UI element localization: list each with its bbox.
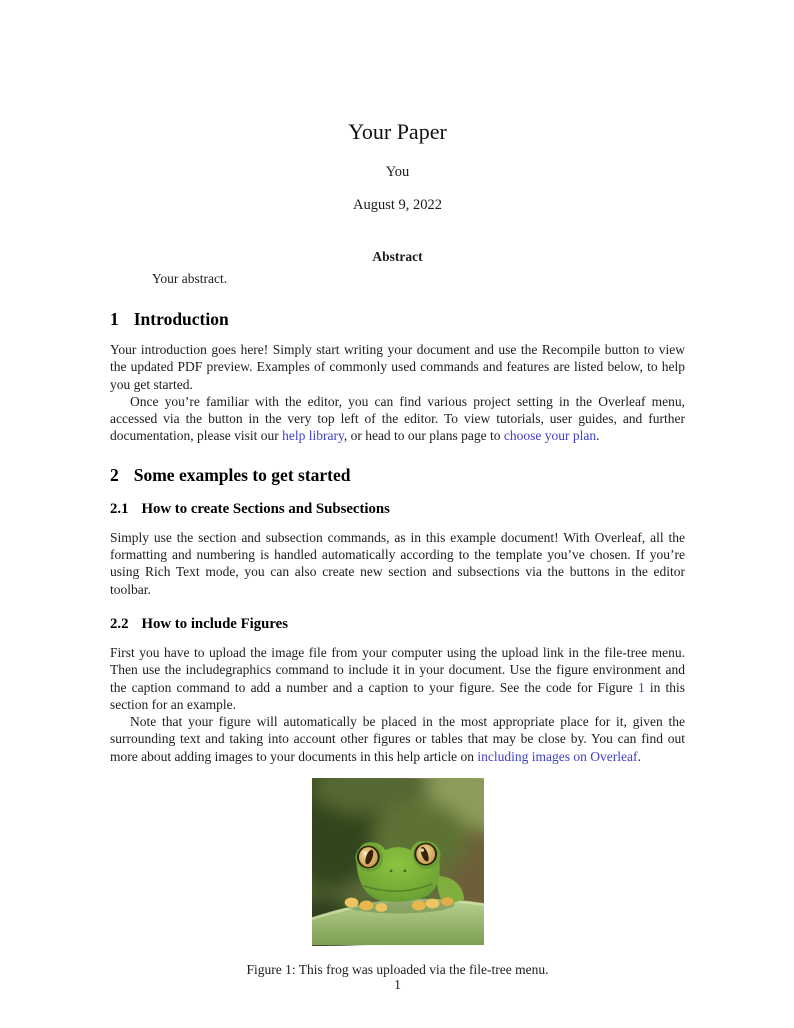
- subsection-2-2-number: 2.2: [110, 615, 129, 632]
- subsection-2-1-paragraph: Simply use the section and subsection commands, as in this example document! With Overleaf, all the formatting and numbering is handled automatically according to the template you’ve chosen. If you’re using Rich Text mode, you can also create new section and subsections via the buttons in the editor toolbar.: [110, 529, 685, 597]
- paragraph-text: .: [596, 428, 600, 444]
- section-2-number: 2: [110, 464, 119, 485]
- paragraph-text: .: [637, 748, 641, 764]
- subsection-2-1-title: How to create Sections and Subsections: [141, 500, 390, 517]
- subsection-2-1-number: 2.1: [110, 500, 129, 517]
- section-2-title: Some examples to get started: [133, 464, 351, 485]
- section-1-heading: [110, 309, 685, 330]
- subsection-2-2-heading: [110, 615, 685, 633]
- text-block: [110, 0, 685, 978]
- paper-date: August 9, 2022: [352, 197, 443, 213]
- section-1-title: Introduction: [133, 309, 229, 329]
- frog-image: [312, 778, 484, 946]
- section-1-number: 1: [110, 309, 119, 329]
- section-1-paragraph-1: Your introduction goes here! Simply start writing your document and use the Recompile button to view the updated PDF preview. Examples of commonly used commands and features are listed below, to help you get started.: [110, 342, 685, 392]
- subsection-2-2-title: How to include Figures: [141, 615, 288, 632]
- figure-1-caption: Figure 1: This frog was uploaded via the file-tree menu.: [246, 962, 549, 978]
- paragraph-text: , or head to our plans page to: [343, 428, 504, 444]
- subsection-2-2-paragraph-2: [110, 713, 685, 765]
- paragraph-text: Note that your figure will automatically be placed in the most appropriate place for it, given the surrounding text and taking into account other figures or tables that may be close by. You can find out more about adding images to your documents in this help article on: [110, 714, 685, 764]
- paragraph-text: First you have to upload the image file from your computer using the upload link in the file-tree menu. Then use the includegraphics command to include it in your document. Use the figure environment and the caption command to add a number and a caption to your figure. See the code for Figure: [110, 644, 685, 695]
- section-2-heading: [110, 465, 685, 486]
- section-1-paragraph-2: [110, 393, 685, 445]
- figure-1-reference-link[interactable]: 1: [637, 679, 645, 695]
- paper-author: You: [385, 164, 410, 180]
- paragraph-text: Once you’re familiar with the editor, you can find various project setting in the Overleaf menu, accessed via the button in the very top left of the editor. To view tutorials, user guides, and further documentation, please visit our: [110, 393, 685, 444]
- help-library-link[interactable]: help library: [282, 428, 344, 444]
- abstract-heading: Abstract: [372, 249, 423, 264]
- paper-title: Your Paper: [348, 119, 447, 144]
- figure-1: [110, 778, 685, 946]
- paragraph-text: in this section for an example.: [110, 679, 685, 712]
- subsection-2-1-heading: [110, 500, 685, 518]
- page-number: 1: [394, 977, 401, 992]
- subsection-2-2-paragraph-1: [110, 644, 685, 713]
- abstract-text: Your abstract.: [152, 271, 228, 286]
- choose-your-plan-link[interactable]: choose your plan: [503, 428, 597, 444]
- including-images-link[interactable]: including images on Overleaf: [477, 748, 638, 764]
